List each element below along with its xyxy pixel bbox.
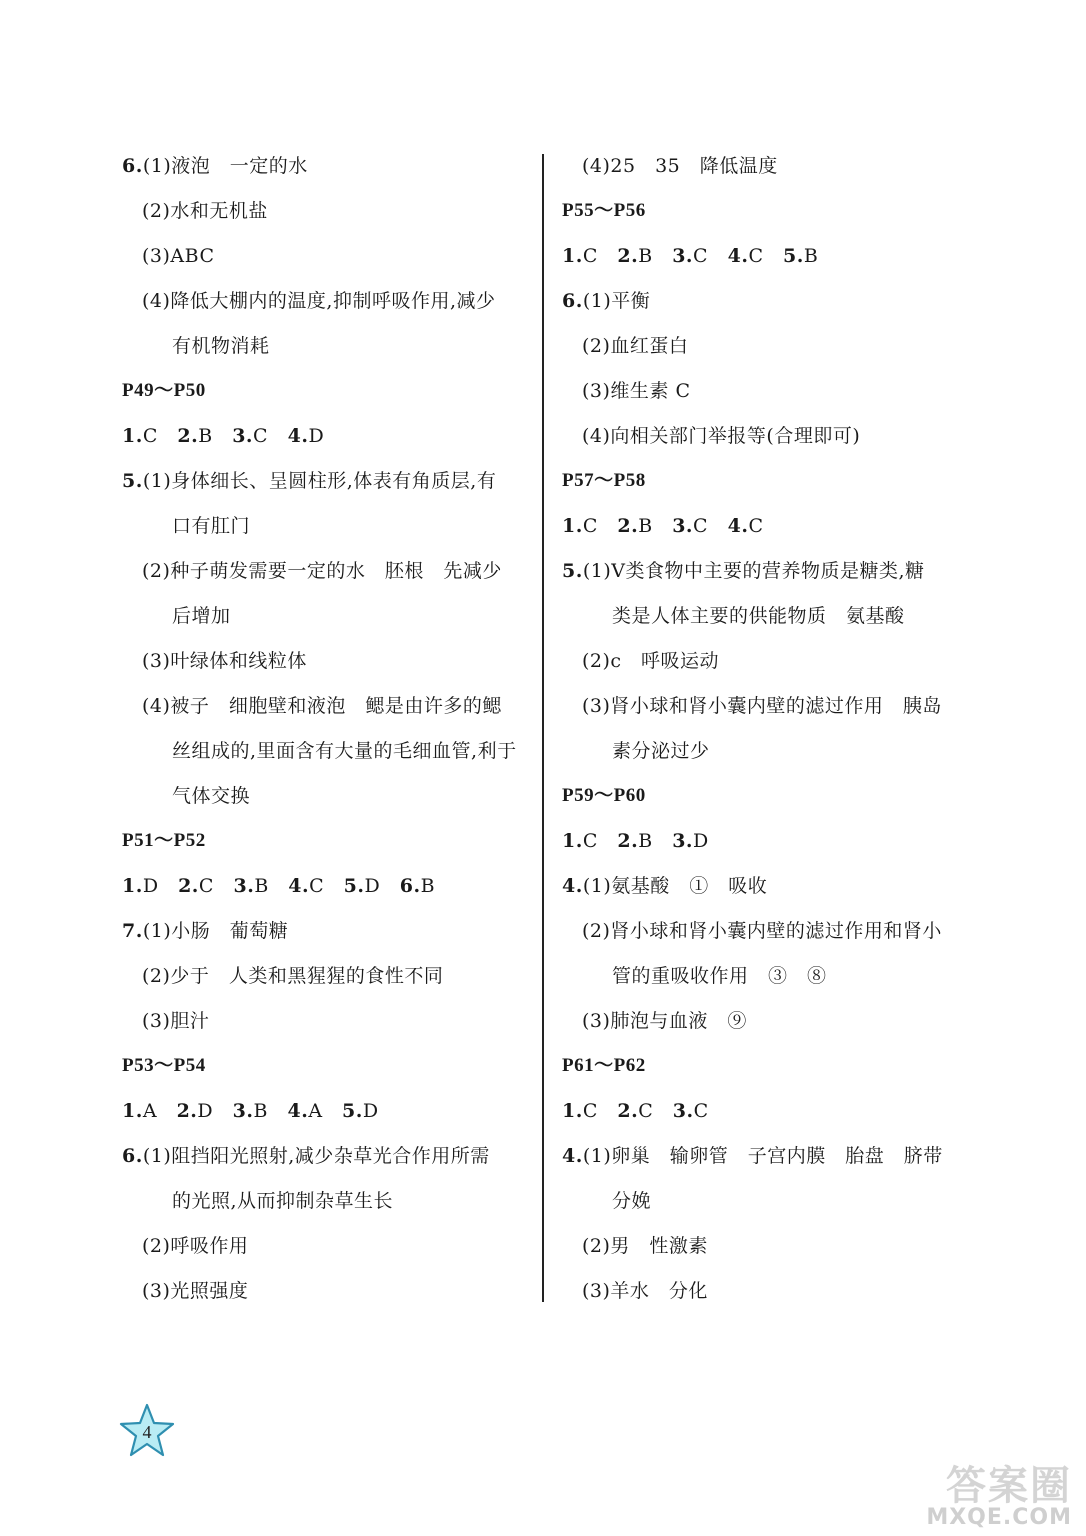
answer-line: [122, 874, 435, 898]
answer-line: [122, 1279, 248, 1303]
section-heading-text: P59～P60: [562, 785, 646, 806]
answer-text: (1)阻挡阳光照射,减少杂草光合作用所需: [142, 1145, 490, 1167]
answer-line: [122, 199, 268, 223]
answer-line: [562, 874, 767, 898]
section-heading-text: P49～P50: [122, 380, 206, 401]
section-heading: [122, 1054, 206, 1078]
answer-line: [122, 1099, 379, 1123]
answer-line: [122, 919, 288, 943]
answer-line: [122, 244, 215, 268]
answer-line: [562, 694, 942, 718]
answer-line: [122, 964, 443, 988]
answer-line: [122, 424, 324, 448]
star-icon: [118, 1402, 176, 1460]
answer-text: (3)叶绿体和线粒体: [142, 650, 307, 672]
answer-text: (2)水和无机盐: [142, 200, 268, 222]
answer-text: 管的重吸收作用 ③ ⑧: [612, 965, 827, 987]
answer-line: [122, 1009, 209, 1033]
answer-text: (3)肺泡与血液 ⑨: [582, 1010, 747, 1032]
answer-text: 分娩: [612, 1190, 652, 1212]
answer-text: (1)氨基酸 ① 吸收: [582, 875, 768, 897]
answer-text: (1)Ⅴ类食物中主要的营养物质是糖类,糖: [582, 560, 925, 582]
answer-line: [122, 334, 270, 358]
section-heading: [122, 829, 206, 853]
section-heading: [562, 199, 646, 223]
answer-text: (2)种子萌发需要一定的水 胚根 先减少: [142, 560, 502, 582]
answer-text: (3)光照强度: [142, 1280, 249, 1302]
answer-text: 有机物消耗: [172, 335, 270, 357]
answer-text: 1.D 2.C 3.B 4.C 5.D 6.B: [122, 875, 436, 897]
answer-text: 后增加: [172, 605, 231, 627]
question-number: 5.: [562, 560, 583, 582]
answer-text: (2)c 呼吸运动: [582, 650, 720, 672]
answer-text: (2)少于 人类和黑猩猩的食性不同: [142, 965, 444, 987]
answer-line: [122, 469, 496, 493]
answer-line: [562, 1279, 708, 1303]
question-number: 6.: [122, 155, 143, 177]
answer-line: [562, 514, 763, 538]
watermark-logo: [896, 1454, 1072, 1530]
answer-line: [122, 1234, 248, 1258]
answer-line: [122, 289, 496, 313]
answer-text: 1.C 2.B 3.D: [562, 830, 709, 852]
answer-line: [122, 604, 231, 628]
answer-line: [562, 379, 691, 403]
answer-text: (2)肾小球和肾小囊内壁的滤过作用和肾小: [582, 920, 942, 942]
section-heading-text: P51～P52: [122, 830, 206, 851]
question-number: 4.: [562, 875, 583, 897]
answer-line: [122, 694, 502, 718]
answer-text: (3)羊水 分化: [582, 1280, 708, 1302]
answer-line: [562, 964, 827, 988]
answer-text: (3)ABC: [142, 245, 215, 267]
section-heading-text: P61～P62: [562, 1055, 646, 1076]
column-divider: [542, 154, 544, 1302]
answer-text: (2)血红蛋白: [582, 335, 689, 357]
answer-text: (2)呼吸作用: [142, 1235, 249, 1257]
answer-line: [562, 1234, 708, 1258]
answer-line: [122, 559, 502, 583]
answer-text: 类是人体主要的供能物质 氨基酸: [612, 605, 905, 627]
answer-text: 素分泌过少: [612, 740, 710, 762]
answer-line: [562, 1189, 651, 1213]
answer-line: [562, 1144, 943, 1168]
answer-text: 口有肛门: [172, 515, 251, 537]
question-number: 7.: [122, 920, 143, 942]
answer-line: [562, 604, 905, 628]
answer-text: 丝组成的,里面含有大量的毛细血管,利于: [172, 740, 517, 762]
answer-text: (4)被子 细胞壁和液泡 鳃是由许多的鳃: [142, 695, 502, 717]
answer-text: (4)25 35 降低温度: [582, 155, 778, 177]
answer-text: (1)平衡: [582, 290, 651, 312]
answer-line: [122, 784, 250, 808]
question-number: 6.: [122, 1145, 143, 1167]
answer-line: [562, 1099, 709, 1123]
section-heading: [122, 379, 206, 403]
section-heading: [562, 469, 646, 493]
watermark-url: MXQE.COM: [926, 1505, 1072, 1530]
answer-line: [562, 829, 709, 853]
page-number-badge: [118, 1402, 176, 1460]
answer-line: [122, 649, 307, 673]
answer-line: [562, 559, 925, 583]
answer-text: (3)胆汁: [142, 1010, 210, 1032]
answer-text: (1)小肠 葡萄糖: [142, 920, 289, 942]
answer-line: [562, 649, 719, 673]
answer-line: [562, 739, 710, 763]
question-number: 6.: [562, 290, 583, 312]
page-number: 4: [142, 1422, 152, 1442]
watermark-title: 答案圈: [946, 1463, 1072, 1509]
answer-line: [562, 154, 778, 178]
answer-line: [122, 514, 250, 538]
answer-text: (4)向相关部门举报等(合理即可): [582, 425, 861, 447]
answer-line: [122, 1189, 393, 1213]
answer-text: (3)肾小球和肾小囊内壁的滤过作用 胰岛: [582, 695, 942, 717]
answer-text: 的光照,从而抑制杂草生长: [172, 1190, 394, 1212]
section-heading-text: P57～P58: [562, 470, 646, 491]
question-number: 5.: [122, 470, 143, 492]
answer-text: 1.C 2.B 3.C 4.C: [562, 515, 764, 537]
answer-text: 1.C 2.B 3.C 4.D: [122, 425, 325, 447]
answer-line: [122, 1144, 490, 1168]
answer-text: (2)男 性激素: [582, 1235, 708, 1257]
answer-text: 1.A 2.D 3.B 4.A 5.D: [122, 1100, 379, 1122]
answer-line: [562, 424, 860, 448]
answer-text: (1)卵巢 输卵管 子宫内膜 胎盘 脐带: [582, 1145, 943, 1167]
answer-line: [562, 289, 650, 313]
section-heading: [562, 784, 646, 808]
answer-line: [562, 1009, 747, 1033]
section-heading-text: P53～P54: [122, 1055, 206, 1076]
answer-line: [122, 739, 517, 763]
answer-line: [562, 334, 688, 358]
answer-text: (1)液泡 一定的水: [142, 155, 308, 177]
question-number: 4.: [562, 1145, 583, 1167]
section-heading: [562, 1054, 646, 1078]
answer-line: [122, 154, 308, 178]
section-heading-text: P55～P56: [562, 200, 646, 221]
answer-text: (3)维生素 C: [582, 380, 691, 402]
answer-text: 1.C 2.C 3.C: [562, 1100, 709, 1122]
answer-text: (4)降低大棚内的温度,抑制呼吸作用,减少: [142, 290, 496, 312]
answer-text: 1.C 2.B 3.C 4.C 5.B: [562, 245, 819, 267]
answer-line: [562, 244, 818, 268]
answer-text: (1)身体细长、呈圆柱形,体表有角质层,有: [142, 470, 497, 492]
answer-text: 气体交换: [172, 785, 251, 807]
answer-line: [562, 919, 942, 943]
